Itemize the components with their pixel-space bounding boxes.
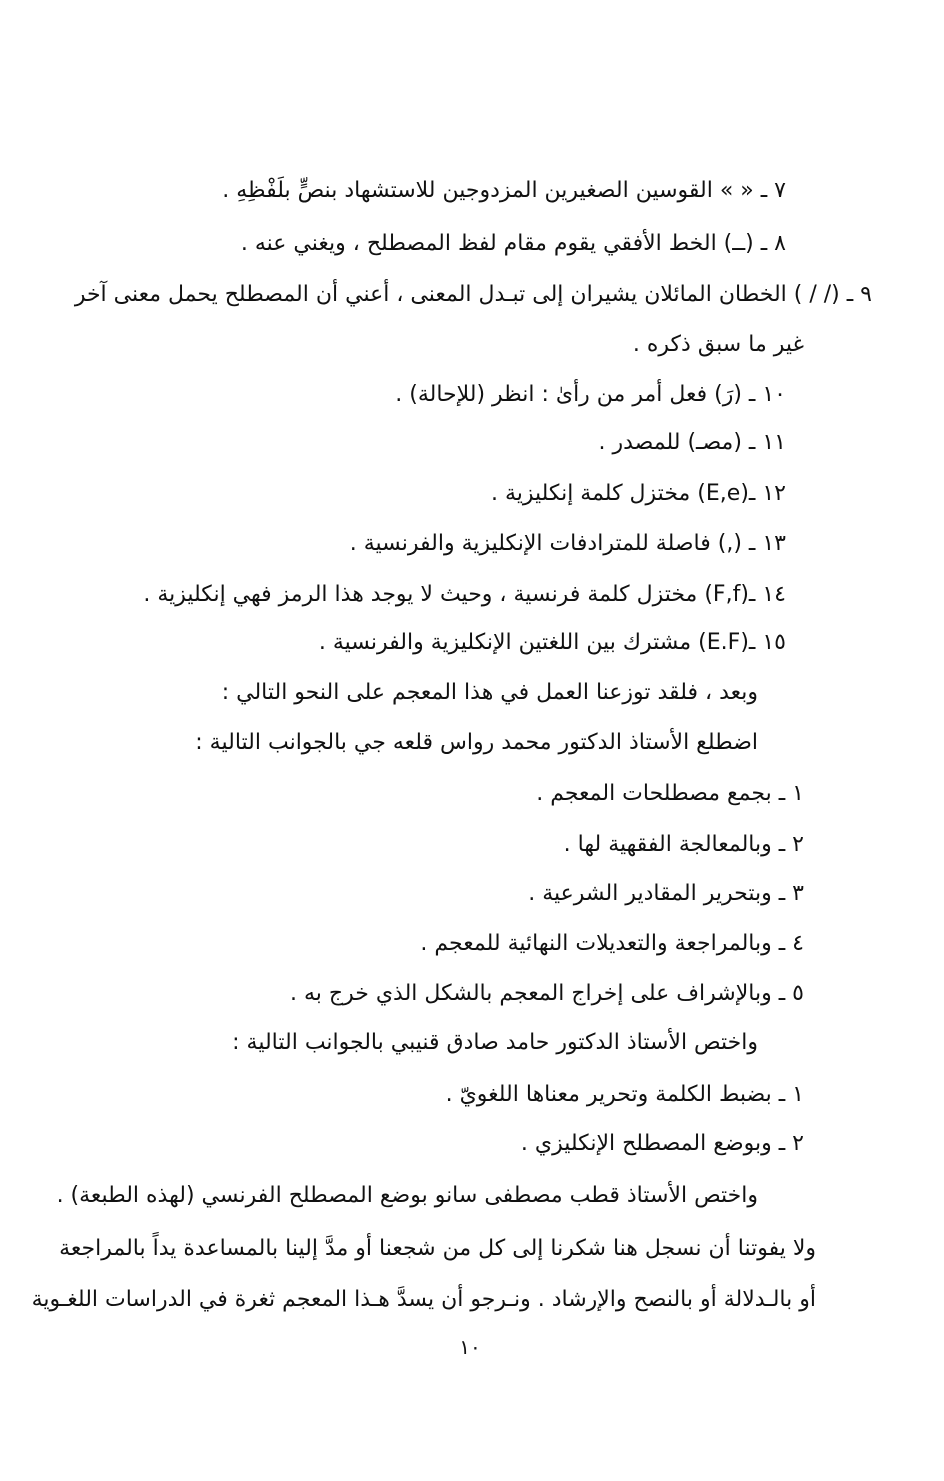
text-line-second-task-2: ٢ ـ وبوضع المصطلح الإنكليزي . — [520, 1131, 804, 1156]
text-line-thanks-continued: أو بالـدلالة أو بالنصح والإرشاد . ونـرجو أن يسدَّ هـذا المعجم ثغرة في الدراسات اللغـوية — [31, 1287, 816, 1312]
text-line-task-5: ٥ ـ وبالإشراف على إخراج المعجم بالشكل الذي خرج به . — [290, 981, 804, 1006]
text-line-item-9: ٩ ـ (/ / ) الخطان المائلان يشيران إلى تبـدل المعنى ، أعني أن المصطلح يحمل معنى آخر — [74, 282, 872, 307]
text-line-third-author: واختص الأستاذ قطب مصطفى سانو بوضع المصطلح الفرنسي (لهذه الطبعة) . — [56, 1183, 758, 1208]
text-line-second-author: واختص الأستاذ الدكتور حامد صادق قنيبي بالجوانب التالية : — [232, 1030, 758, 1055]
text-line-second-task-1: ١ ـ بضبط الكلمة وتحرير معناها اللغويّ . — [445, 1082, 804, 1107]
page-number: ١٠ — [459, 1335, 481, 1359]
text-line-intro: وبعد ، فلقد توزعنا العمل في هذا المعجم على النحو التالي : — [221, 680, 758, 705]
text-line-first-author: اضطلع الأستاذ الدكتور محمد رواس قلعه جي بالجوانب التالية : — [195, 730, 758, 755]
text-line-task-4: ٤ ـ وبالمراجعة والتعديلات النهائية للمعجم . — [420, 931, 804, 956]
text-line-task-3: ٣ ـ وبتحرير المقادير الشرعية . — [528, 881, 804, 906]
text-line-thanks: ولا يفوتنا أن نسجل هنا شكرنا إلى كل من شجعنا أو مدَّ إلينا بالمساعدة يداً بالمراجعة — [59, 1236, 816, 1261]
text-line-item-7: ٧ ـ « » القوسين الصغيرين المزدوجين للاستشهاد بنصٍّ بلَفْظِهِ . — [222, 178, 786, 203]
text-line-item-14: ١٤ ـ(F,f) مختزل كلمة فرنسية ، وحيث لا يوجد هذا الرمز فهي إنكليزية . — [143, 582, 786, 607]
text-line-item-15: ١٥ ـ(E.F) مشترك بين اللغتين الإنكليزية والفرنسية . — [318, 630, 786, 655]
text-line-item-8: ٨ ـ (ــ) الخط الأفقي يقوم مقام لفظ المصطلح ، ويغني عنه . — [240, 231, 786, 256]
text-line-item-13: ١٣ ـ (,) فاصلة للمترادفات الإنكليزية والفرنسية . — [349, 531, 786, 556]
text-line-task-2: ٢ ـ وبالمعالجة الفقهية لها . — [563, 832, 804, 857]
text-line-task-1: ١ ـ بجمع مصطلحات المعجم . — [536, 781, 804, 806]
text-line-item-10: ١٠ ـ (رَ) فعل أمر من رأىٰ : انظر (للإحالة) . — [395, 382, 786, 407]
text-line-item-12: ١٢ ـ(E,e) مختزل كلمة إنكليزية . — [490, 481, 786, 506]
text-line-item-9-continued: غير ما سبق ذكره . — [632, 332, 804, 357]
text-line-item-11: ١١ ـ (مصـ) للمصدر . — [598, 430, 786, 455]
